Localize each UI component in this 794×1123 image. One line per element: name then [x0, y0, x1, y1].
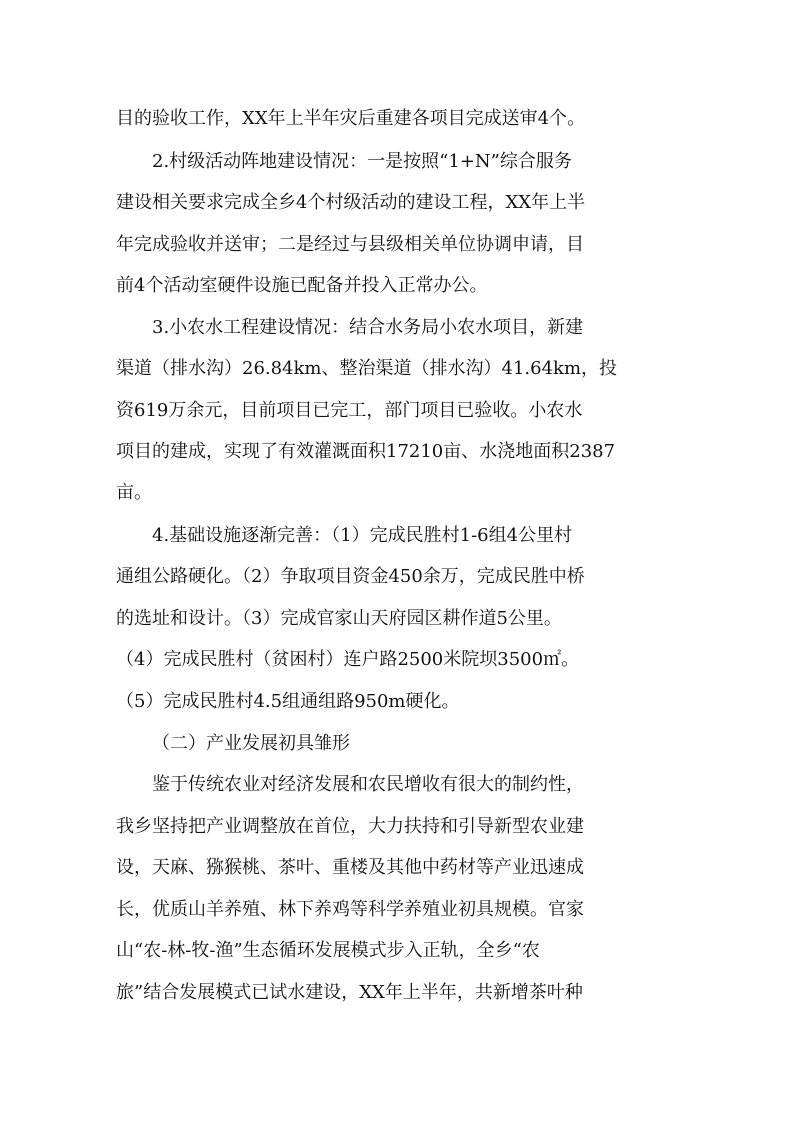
text-line: 建设相关要求完成全乡4个村级活动的建设工程，XX年上半 — [116, 192, 586, 213]
text-line: 2.村级活动阵地建设情况：一是按照“1+N”综合服务 — [152, 151, 572, 172]
text-line: 设，天麻、猕猴桃、茶叶、重楼及其他中药材等产业迅速成 — [116, 857, 584, 878]
text-line: 目的验收工作，XX年上半年灾后重建各项目完成送审4个。 — [116, 108, 586, 129]
text-line: 年完成验收并送审；二是经过与县级相关单位协调申请，目 — [116, 234, 584, 255]
section-heading: （二）产业发展初具雏形 — [152, 733, 350, 754]
text-line: 资619万余元，目前项目已完工，部门项目已验收。小农水 — [116, 400, 583, 421]
text-line: 前4个活动室硬件设施已配备并投入正常办公。 — [116, 275, 488, 296]
text-line: 长，优质山羊养殖、林下养鸡等科学养殖业初具规模。官家 — [116, 899, 584, 920]
text-line: 4.基础设施逐渐完善：（1）完成民胜村1-6组4公里村 — [152, 525, 573, 546]
text-line: 通组公路硬化。（2）争取项目资金450余万，完成民胜中桥 — [116, 566, 585, 587]
text-line: 山“农-林-牧-渔”生态循环发展模式步入正轨，全乡“农 — [116, 940, 540, 961]
text-line: 的选址和设计。（3）完成官家山天府园区耕作道5公里。 — [116, 608, 562, 629]
text-line: 3.小农水工程建设情况：结合水务局小农水项目，新建 — [152, 317, 584, 338]
text-line: （4）完成民胜村（贫困村）连户路2500米院坝3500㎡。 — [116, 649, 580, 670]
text-line: 鉴于传统农业对经济发展和农民增收有很大的制约性， — [152, 774, 584, 795]
text-line: 旅”结合发展模式已试水建设，XX年上半年，共新增茶叶种 — [116, 982, 583, 1003]
text-line: 亩。 — [116, 482, 152, 503]
text-line: 我乡坚持把产业调整放在首位，大力扶持和引导新型农业建 — [116, 816, 584, 837]
text-line: 项目的建成，实现了有效灌溉面积17210亩、水浇地面积2387 — [116, 441, 616, 462]
text-line: 渠道（排水沟）26.84km、整治渠道（排水沟）41.64km，投 — [116, 358, 618, 379]
text-line: （5）完成民胜村4.5组通组路950m硬化。 — [116, 691, 460, 712]
